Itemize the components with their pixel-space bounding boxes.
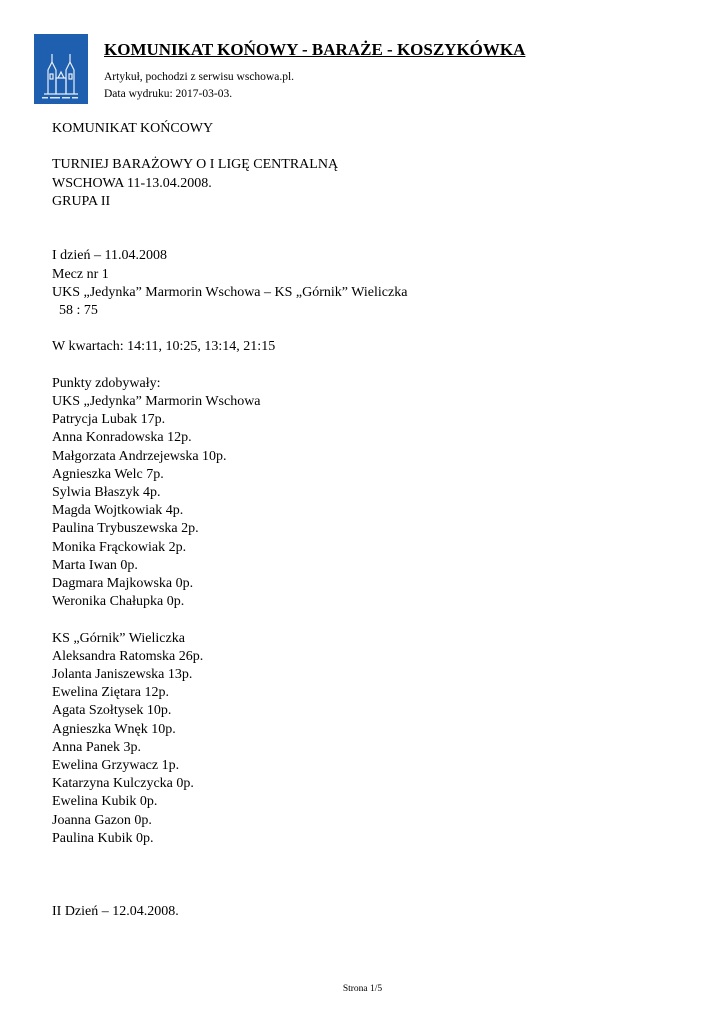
list-item: Sylwia Błaszyk 4p. [52, 485, 161, 500]
points-heading: Punkty zdobywały: [52, 375, 161, 391]
list-item: Ewelina Grzywacz 1p. [52, 758, 180, 774]
site-logo [34, 34, 88, 104]
list-item: Agata Szołtysek 10p. [52, 703, 172, 719]
team2-player-list [52, 648, 692, 848]
list-item: Paulina Trybuszewska 2p. [52, 521, 199, 537]
document-body [52, 120, 692, 921]
page-number: Strona 1/5 [342, 984, 383, 994]
list-item: Magda Wojtkowiak 4p. [52, 503, 184, 519]
list-item: Weronika Chałupka 0p. [52, 594, 185, 610]
list-item: Anna Panek 3p. [52, 739, 142, 755]
match-score: 58 : 75 [52, 303, 98, 318]
page-title: KOMUNIKAT KOŃOWY - BARAŻE - KOSZYKÓWKA [104, 40, 526, 59]
team1-player-list [52, 411, 692, 611]
match-teams: UKS „Jedynka” Marmorin Wschowa – KS „Górnik” Wieliczka [52, 284, 408, 300]
list-item: Jolanta Janiszewska 13p. [52, 667, 193, 683]
quarter-scores: W kwartach: 14:11, 10:25, 13:14, 21:15 [52, 339, 276, 355]
church-towers-icon [34, 34, 88, 104]
list-item: Joanna Gazon 0p. [52, 812, 152, 828]
day2-heading: II Dzień – 12.04.2008. [52, 903, 179, 919]
list-item: Patrycja Lubak 17p. [52, 412, 166, 428]
list-item: Małgorzata Andrzejewska 10p. [52, 448, 227, 464]
team2-name: KS „Górnik” Wieliczka [52, 630, 185, 646]
list-item: Agnieszka Wnęk 10p. [52, 721, 176, 737]
day1-heading: I dzień – 11.04.2008 [52, 248, 167, 264]
body-heading: KOMUNIKAT KOŃCOWY [52, 121, 214, 136]
group-label: GRUPA II [52, 193, 111, 209]
list-item: Anna Konradowska 12p. [52, 430, 192, 446]
match-number: Mecz nr 1 [52, 266, 109, 282]
source-note: Artykuł, pochodzi z serwisu wschowa.pl. [104, 71, 295, 83]
list-item: Aleksandra Ratomska 26p. [52, 648, 204, 664]
place-dates: WSCHOWA 11-13.04.2008. [52, 175, 212, 191]
team1-name: UKS „Jedynka” Marmorin Wschowa [52, 393, 261, 409]
list-item: Dagmara Majkowska 0p. [52, 576, 194, 592]
list-item: Ewelina Kubik 0p. [52, 794, 158, 810]
list-item: Agnieszka Welc 7p. [52, 466, 164, 482]
list-item: Ewelina Ziętara 12p. [52, 685, 170, 701]
list-item: Monika Frąckowiak 2p. [52, 539, 187, 555]
tournament-title: TURNIEJ BARAŻOWY O I LIGĘ CENTRALNĄ [52, 157, 339, 173]
print-date: Data wydruku: 2017-03-03. [104, 88, 233, 100]
list-item: Katarzyna Kulczycka 0p. [52, 776, 194, 792]
list-item: Marta Iwan 0p. [52, 557, 138, 573]
list-item: Paulina Kubik 0p. [52, 830, 154, 846]
